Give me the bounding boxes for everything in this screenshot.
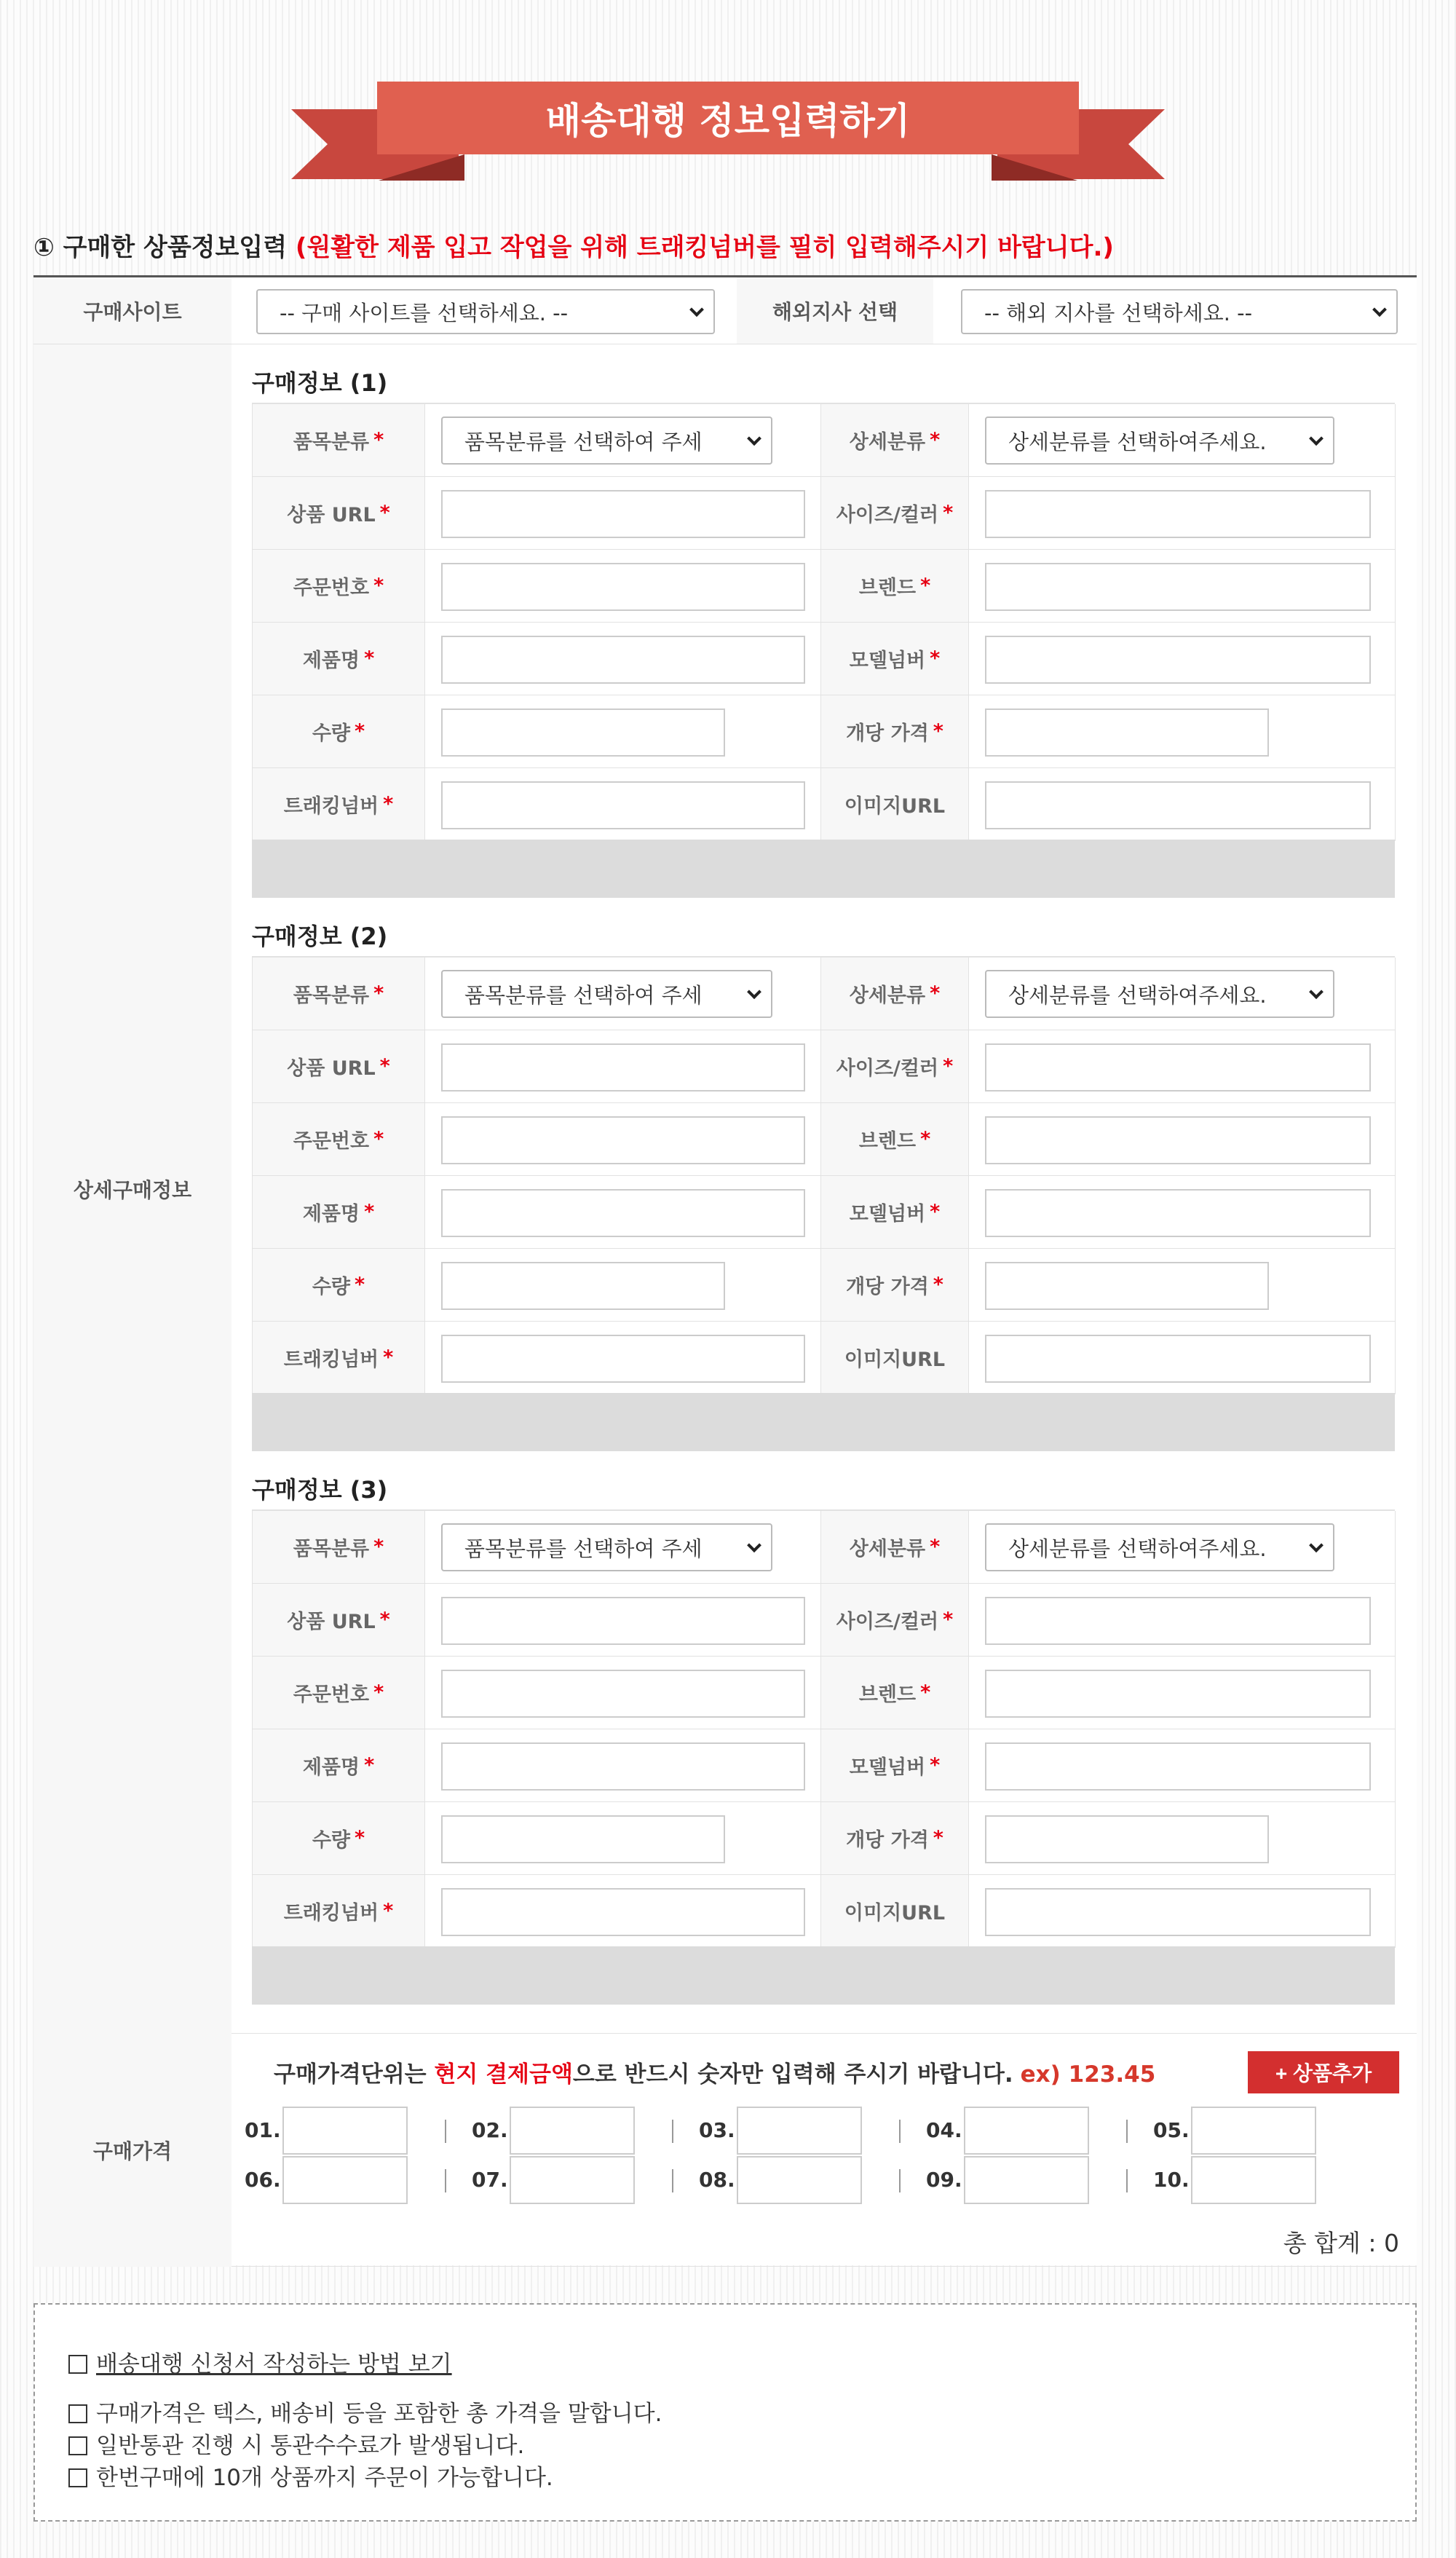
field-label-text: 상품 URL — [287, 1057, 376, 1080]
price-slot-number: 07. — [472, 2168, 508, 2192]
field-row — [253, 1322, 1396, 1394]
branch-select[interactable] — [961, 289, 1398, 334]
detail-row — [33, 344, 1417, 2034]
subcategory-select[interactable] — [985, 1523, 1334, 1571]
subcategory-select-value: 상세분류를 선택하여주세요. — [1008, 429, 1267, 454]
field-row — [253, 1103, 1396, 1176]
field-value-cell — [425, 1103, 820, 1175]
field-value-cell — [969, 695, 1396, 767]
field-value-cell — [969, 768, 1396, 840]
field-label-text: 수량 — [312, 722, 351, 745]
product-name-input[interactable] — [441, 1742, 805, 1791]
required-mark: * — [373, 1128, 384, 1150]
field-label-url — [253, 477, 425, 549]
field-label-text: 상세분류 — [849, 984, 926, 1007]
price-slot — [926, 2107, 1148, 2155]
field-value-cell — [969, 1729, 1396, 1801]
field-value-cell — [425, 1030, 820, 1102]
field-label-text: 사이즈/컬러 — [836, 504, 939, 526]
field-label-size-color — [820, 1584, 969, 1656]
price-input[interactable] — [510, 2156, 635, 2204]
required-mark: * — [930, 1201, 941, 1223]
notice-item — [68, 2459, 553, 2492]
separator — [672, 2120, 673, 2143]
field-label-text: 개당 가격 — [846, 1276, 929, 1298]
field-label-text: 주문번호 — [293, 1130, 370, 1153]
separator — [672, 2169, 673, 2192]
field-label-category — [253, 404, 425, 476]
field-label-text: 품목분류 — [293, 1538, 370, 1560]
total-sum: 총 합계 : 0 — [1283, 2229, 1399, 2257]
field-label-order-no — [253, 1103, 425, 1175]
field-value-cell — [969, 550, 1396, 622]
field-label-size-color — [820, 1030, 969, 1102]
price-note-highlight: 현지 결제금액 — [434, 2061, 573, 2088]
price-slot — [699, 2107, 921, 2155]
field-value-cell — [425, 404, 820, 476]
chevron-down-icon — [747, 984, 761, 999]
unit-price-input[interactable] — [985, 1815, 1269, 1863]
field-value-cell — [969, 1030, 1396, 1102]
field-row — [253, 1249, 1396, 1322]
field-value-cell — [969, 1511, 1396, 1583]
field-label-text: 제품명 — [302, 1756, 360, 1779]
category-select-value: 품목분류를 선택하여 주세 — [464, 429, 703, 454]
category-select-value: 품목분류를 선택하여 주세 — [464, 1536, 703, 1561]
branch-select-value: -- 해외 지사를 선택하세요. -- — [984, 300, 1253, 325]
product-name-input[interactable] — [441, 636, 805, 684]
required-mark: * — [930, 647, 941, 670]
price-note-suffix: 으로 반드시 숫자만 입력해 주시기 바랍니다. — [572, 2061, 1013, 2088]
price-input[interactable] — [1191, 2156, 1316, 2204]
chevron-down-icon — [1372, 302, 1387, 317]
field-value-cell — [969, 1875, 1396, 1947]
qty-input[interactable] — [441, 1262, 725, 1310]
qty-input[interactable] — [441, 1815, 725, 1863]
purchase-block — [252, 918, 1395, 1450]
field-row — [253, 768, 1396, 841]
field-row — [253, 1729, 1396, 1802]
site-label: 구매사이트 — [33, 277, 232, 344]
field-row — [253, 404, 1396, 477]
field-label-text: 품목분류 — [293, 984, 370, 1007]
price-input[interactable] — [737, 2156, 862, 2204]
field-label-text: 상품 URL — [287, 1611, 376, 1633]
field-label-text: 품목분류 — [293, 431, 370, 454]
required-mark: * — [920, 575, 931, 597]
field-value-cell — [969, 1802, 1396, 1874]
price-input[interactable] — [282, 2156, 408, 2204]
chevron-down-icon — [1309, 1538, 1324, 1552]
price-slot-number: 06. — [245, 2168, 281, 2192]
price-input[interactable] — [737, 2107, 862, 2155]
field-label-product-name — [253, 1729, 425, 1801]
unit-price-input[interactable] — [985, 708, 1269, 757]
field-label-text: 사이즈/컬러 — [836, 1611, 939, 1633]
separator — [1126, 2120, 1128, 2143]
price-slot-number: 08. — [699, 2168, 735, 2192]
field-label-text: 브렌드 — [858, 577, 917, 599]
field-row — [253, 1584, 1396, 1657]
field-label-text: 트래킹넘버 — [283, 795, 379, 818]
field-label-order-no — [253, 1657, 425, 1729]
field-label-tracking — [253, 1875, 425, 1947]
field-label-text: 수량 — [312, 1829, 351, 1852]
add-product-button[interactable]: + 상품추가 — [1248, 2051, 1399, 2093]
required-mark: * — [355, 1274, 365, 1296]
block-footer — [252, 840, 1395, 898]
checkbox-icon — [68, 2404, 87, 2423]
notice-text: 일반통관 진행 시 통관수수료가 발생됩니다. — [96, 2433, 525, 2459]
required-mark: * — [373, 429, 384, 451]
fields-grid — [252, 956, 1395, 1393]
required-mark: * — [933, 1274, 943, 1296]
field-value-cell — [969, 1249, 1396, 1321]
price-slot-number: 09. — [926, 2168, 962, 2192]
field-label-product-name — [253, 623, 425, 695]
required-mark: * — [943, 502, 954, 524]
chevron-down-icon — [747, 1538, 761, 1552]
guide-link[interactable]: 배송대행 신청서 작성하는 방법 보기 — [96, 2351, 452, 2377]
required-mark: * — [373, 575, 384, 597]
required-mark: * — [373, 1681, 384, 1704]
field-value-cell — [425, 623, 820, 695]
category-select[interactable] — [441, 1523, 772, 1571]
field-label-text: 주문번호 — [293, 577, 370, 599]
tracking-input[interactable] — [441, 781, 805, 829]
field-label-image-url — [820, 1875, 969, 1947]
field-value-cell — [425, 1729, 820, 1801]
branch-label: 해외지사 선택 — [737, 277, 933, 344]
field-label-image-url — [820, 1322, 969, 1394]
separator — [445, 2120, 446, 2143]
field-label-url — [253, 1584, 425, 1656]
required-mark: * — [943, 1055, 954, 1078]
field-label-text: 이미지URL — [844, 795, 946, 818]
checkbox-icon — [68, 2355, 87, 2374]
page-title: 배송대행 정보입력하기 — [377, 82, 1079, 154]
field-row — [253, 958, 1396, 1030]
site-row — [33, 277, 1417, 344]
price-slot — [245, 2156, 467, 2204]
required-mark: * — [383, 793, 394, 816]
field-row — [253, 1657, 1396, 1729]
checkbox-icon — [68, 2468, 87, 2487]
required-mark: * — [383, 1900, 394, 1922]
image-url-input[interactable] — [985, 1888, 1371, 1936]
field-row — [253, 1802, 1396, 1875]
required-mark: * — [355, 720, 365, 743]
field-value-cell — [425, 1657, 820, 1729]
image-url-input[interactable] — [985, 1335, 1371, 1383]
field-value-cell — [425, 768, 820, 840]
field-label-unit-price — [820, 1249, 969, 1321]
field-row — [253, 623, 1396, 695]
price-slot — [472, 2156, 694, 2204]
price-row — [33, 2034, 1417, 2267]
price-note-example: ex) 123.45 — [1020, 2061, 1156, 2088]
chevron-down-icon — [1309, 431, 1324, 446]
price-input[interactable] — [510, 2107, 635, 2155]
qty-input[interactable] — [441, 708, 725, 757]
field-label-tracking — [253, 1322, 425, 1394]
field-label-text: 상세분류 — [849, 431, 926, 454]
purchase-form — [33, 275, 1417, 2265]
required-mark: * — [379, 502, 390, 524]
product-name-input[interactable] — [441, 1189, 805, 1237]
required-mark: * — [364, 1201, 375, 1223]
field-label-text: 제품명 — [302, 1203, 360, 1225]
size-color-input[interactable] — [985, 1597, 1371, 1645]
required-mark: * — [373, 1536, 384, 1558]
field-label-text: 트래킹넘버 — [283, 1902, 379, 1925]
block-footer — [252, 1946, 1395, 2005]
price-slot-number: 03. — [699, 2118, 735, 2142]
url-input[interactable] — [441, 1597, 805, 1645]
tracking-input[interactable] — [441, 1335, 805, 1383]
field-label-subcategory — [820, 958, 969, 1030]
field-label-model-no — [820, 623, 969, 695]
field-value-cell — [969, 623, 1396, 695]
notice-text: 구매가격은 텍스, 배송비 등을 포함한 총 가격을 말합니다. — [96, 2401, 662, 2427]
separator — [1126, 2169, 1128, 2192]
field-value-cell — [425, 1249, 820, 1321]
required-mark: * — [920, 1681, 931, 1704]
tracking-warning: (원활한 제품 입고 작업을 위해 트래킹넘버를 필히 입력해주시기 바랍니다.) — [295, 233, 1114, 262]
price-note — [274, 2056, 1155, 2088]
field-value-cell — [969, 1176, 1396, 1248]
price-slot — [1153, 2156, 1375, 2204]
site-select[interactable] — [256, 289, 715, 334]
price-slot-number: 04. — [926, 2118, 962, 2142]
field-label-text: 상품 URL — [287, 504, 376, 526]
brand-input[interactable] — [985, 1670, 1371, 1718]
field-label-text: 이미지URL — [844, 1902, 946, 1925]
required-mark: * — [943, 1608, 954, 1631]
field-row — [253, 1176, 1396, 1249]
field-value-cell — [969, 404, 1396, 476]
fields-grid — [252, 403, 1395, 840]
chevron-down-icon — [747, 431, 761, 446]
field-value-cell — [969, 1322, 1396, 1394]
brand-input[interactable] — [985, 563, 1371, 611]
subcategory-select-value: 상세분류를 선택하여주세요. — [1008, 982, 1267, 1008]
unit-price-input[interactable] — [985, 1262, 1269, 1310]
field-label-text: 이미지URL — [844, 1349, 946, 1371]
model-no-input[interactable] — [985, 636, 1371, 684]
tracking-input[interactable] — [441, 1888, 805, 1936]
site-select-value: -- 구매 사이트를 선택하세요. -- — [280, 300, 569, 325]
field-value-cell — [425, 1176, 820, 1248]
field-label-url — [253, 1030, 425, 1102]
price-slot — [1153, 2107, 1375, 2155]
required-mark: * — [383, 1346, 394, 1369]
field-value-cell — [425, 1875, 820, 1947]
field-row — [253, 477, 1396, 550]
required-mark: * — [930, 1536, 941, 1558]
required-mark: * — [364, 1754, 375, 1777]
separator — [899, 2120, 901, 2143]
field-value-cell — [425, 1802, 820, 1874]
field-row — [253, 1875, 1396, 1948]
field-value-cell — [969, 1103, 1396, 1175]
url-input[interactable] — [441, 1043, 805, 1092]
field-row — [253, 1030, 1396, 1103]
model-no-input[interactable] — [985, 1189, 1371, 1237]
detail-label: 상세구매정보 — [33, 344, 232, 2034]
model-no-input[interactable] — [985, 1742, 1371, 1791]
price-slot-number: 02. — [472, 2118, 508, 2142]
field-label-size-color — [820, 477, 969, 549]
field-label-text: 모델넘버 — [849, 1756, 926, 1779]
field-label-subcategory — [820, 1511, 969, 1583]
required-mark: * — [930, 429, 941, 451]
field-label-text: 상세분류 — [849, 1538, 926, 1560]
order-no-input[interactable] — [441, 563, 805, 611]
field-label-unit-price — [820, 1802, 969, 1874]
order-no-input[interactable] — [441, 1116, 805, 1164]
notice-text: 한번구매에 10개 상품까지 주문이 가능합니다. — [96, 2465, 553, 2491]
required-mark: * — [379, 1055, 390, 1078]
field-value-cell — [425, 1584, 820, 1656]
field-row — [253, 550, 1396, 623]
field-label-brand — [820, 1657, 969, 1729]
price-slot-number: 05. — [1153, 2118, 1190, 2142]
price-slot — [926, 2156, 1148, 2204]
subcategory-select-value: 상세분류를 선택하여주세요. — [1008, 1536, 1267, 1561]
field-value-cell — [969, 958, 1396, 1030]
category-select[interactable] — [441, 417, 772, 465]
required-mark: * — [933, 1827, 943, 1850]
category-select[interactable] — [441, 970, 772, 1018]
section-title: ① 구매한 상품정보입력 — [33, 233, 288, 262]
purchase-block — [252, 365, 1395, 896]
price-input[interactable] — [282, 2107, 408, 2155]
required-mark: * — [379, 1608, 390, 1631]
field-label-brand — [820, 1103, 969, 1175]
purchase-block-title: 구매정보 (3) — [252, 1476, 388, 1504]
field-label-tracking — [253, 768, 425, 840]
brand-input[interactable] — [985, 1116, 1371, 1164]
field-label-category — [253, 958, 425, 1030]
field-label-text: 개당 가격 — [846, 1829, 929, 1852]
subcategory-select[interactable] — [985, 417, 1334, 465]
field-label-text: 제품명 — [302, 650, 360, 672]
size-color-input[interactable] — [985, 1043, 1371, 1092]
required-mark: * — [920, 1128, 931, 1150]
field-label-product-name — [253, 1176, 425, 1248]
field-label-text: 개당 가격 — [846, 722, 929, 745]
purchase-block — [252, 1472, 1395, 2003]
page-banner — [291, 82, 1165, 183]
block-footer — [252, 1393, 1395, 1451]
field-row — [253, 695, 1396, 768]
size-color-input[interactable] — [985, 490, 1371, 538]
field-value-cell — [425, 695, 820, 767]
separator — [899, 2169, 901, 2192]
field-label-text: 주문번호 — [293, 1683, 370, 1706]
price-input[interactable] — [964, 2107, 1089, 2155]
url-input[interactable] — [441, 490, 805, 538]
separator — [445, 2169, 446, 2192]
chevron-down-icon — [1309, 984, 1324, 999]
field-label-text: 사이즈/컬러 — [836, 1057, 939, 1080]
subcategory-select[interactable] — [985, 970, 1334, 1018]
field-label-text: 브렌드 — [858, 1130, 917, 1153]
field-value-cell — [969, 477, 1396, 549]
field-label-order-no — [253, 550, 425, 622]
image-url-input[interactable] — [985, 781, 1371, 829]
price-slot — [245, 2107, 467, 2155]
field-row — [253, 1511, 1396, 1584]
field-label-unit-price — [820, 695, 969, 767]
field-label-text: 모델넘버 — [849, 1203, 926, 1225]
order-no-input[interactable] — [441, 1670, 805, 1718]
field-label-image-url — [820, 768, 969, 840]
field-value-cell — [969, 1584, 1396, 1656]
field-label-model-no — [820, 1176, 969, 1248]
category-select-value: 품목분류를 선택하여 주세 — [464, 982, 703, 1008]
required-mark: * — [355, 1827, 365, 1850]
required-mark: * — [364, 647, 375, 670]
field-label-text: 트래킹넘버 — [283, 1349, 379, 1371]
section-heading — [33, 227, 1417, 263]
field-label-qty — [253, 1802, 425, 1874]
price-note-prefix: 구매가격단위는 — [274, 2061, 435, 2088]
price-slot — [472, 2107, 694, 2155]
price-input[interactable] — [1191, 2107, 1316, 2155]
purchase-block-title: 구매정보 (1) — [252, 369, 388, 397]
price-grid — [245, 2107, 1409, 2208]
fields-grid — [252, 1509, 1395, 1946]
field-value-cell — [425, 1511, 820, 1583]
field-value-cell — [425, 958, 820, 1030]
price-label: 구매가격 — [33, 2034, 232, 2267]
field-label-brand — [820, 550, 969, 622]
required-mark: * — [930, 982, 941, 1005]
field-label-qty — [253, 1249, 425, 1321]
field-value-cell — [425, 477, 820, 549]
purchase-block-title: 구매정보 (2) — [252, 923, 388, 950]
price-slot-number: 10. — [1153, 2168, 1190, 2192]
notice-item — [68, 2427, 524, 2460]
required-mark: * — [930, 1754, 941, 1777]
field-label-subcategory — [820, 404, 969, 476]
field-label-text: 브렌드 — [858, 1683, 917, 1706]
price-slot-number: 01. — [245, 2118, 281, 2142]
required-mark: * — [373, 982, 384, 1005]
field-label-qty — [253, 695, 425, 767]
field-value-cell — [425, 1322, 820, 1394]
field-label-category — [253, 1511, 425, 1583]
chevron-down-icon — [689, 302, 704, 317]
field-label-text: 모델넘버 — [849, 650, 926, 672]
field-value-cell — [425, 550, 820, 622]
checkbox-icon — [68, 2436, 87, 2455]
price-input[interactable] — [964, 2156, 1089, 2204]
field-value-cell — [969, 1657, 1396, 1729]
price-slot — [699, 2156, 921, 2204]
required-mark: * — [933, 720, 943, 743]
field-label-text: 수량 — [312, 1276, 351, 1298]
notice-link-item — [68, 2345, 452, 2378]
field-label-model-no — [820, 1729, 969, 1801]
notice-box — [33, 2303, 1417, 2522]
notice-item — [68, 2395, 662, 2428]
